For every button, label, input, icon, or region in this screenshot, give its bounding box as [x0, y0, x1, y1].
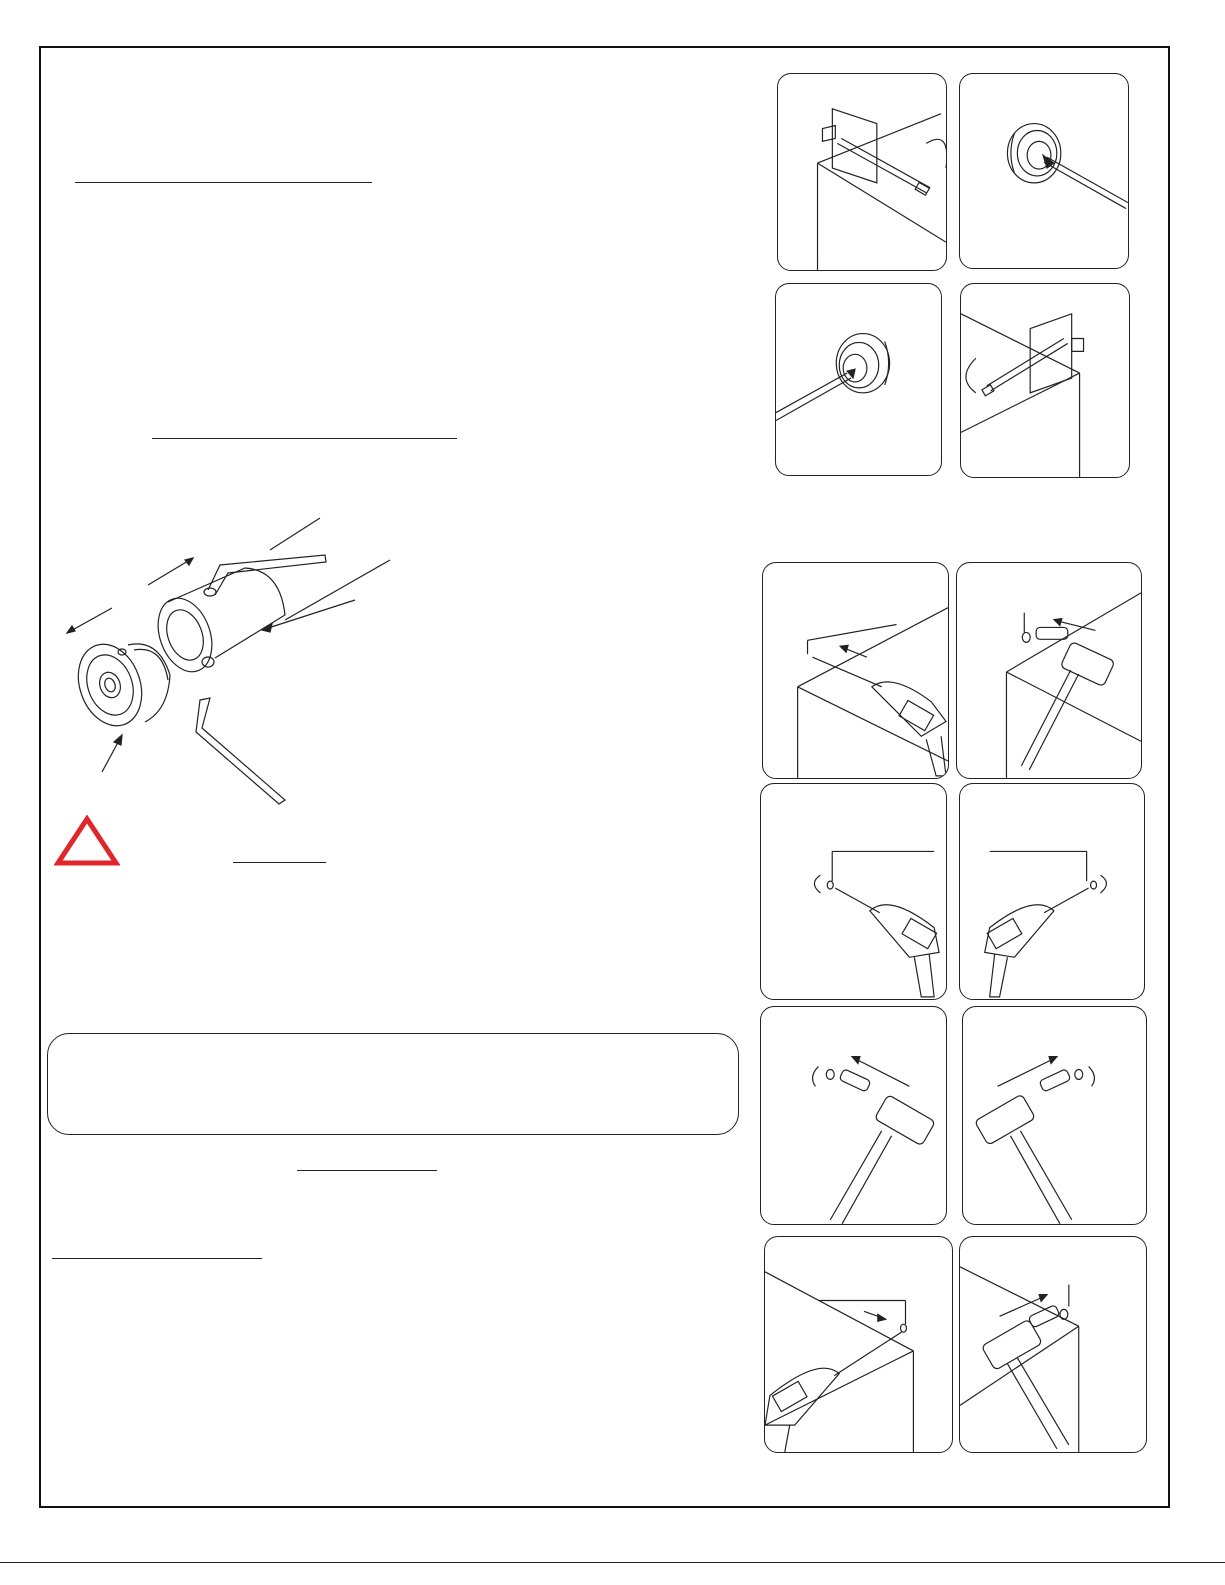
hex-key-panel-4 — [960, 283, 1130, 478]
drill-panel-5 — [764, 1236, 953, 1453]
hex-key-panel-3 — [775, 283, 942, 476]
drill-panel-2 — [956, 562, 1142, 779]
heading-underline-4 — [297, 1170, 437, 1171]
hex-key-panel-2 — [959, 73, 1129, 269]
note-box — [47, 1033, 739, 1135]
exploded-fitting-illustration — [50, 510, 410, 810]
drill-panel-1 — [762, 562, 949, 779]
heading-underline-5 — [52, 1258, 262, 1259]
anchor-panel-3 — [959, 1236, 1147, 1453]
anchor-panel-2 — [962, 1006, 1147, 1225]
drill-panel-4 — [959, 783, 1145, 1000]
drill-panel-3 — [760, 783, 947, 1000]
heading-underline-3 — [233, 862, 326, 863]
heading-underline-2 — [152, 438, 457, 439]
anchor-panel-1 — [760, 1006, 947, 1225]
footer-rule — [0, 1562, 1225, 1563]
hex-key-panel-1 — [777, 73, 947, 271]
heading-underline-1 — [75, 182, 372, 183]
warning-triangle-icon — [54, 815, 120, 867]
